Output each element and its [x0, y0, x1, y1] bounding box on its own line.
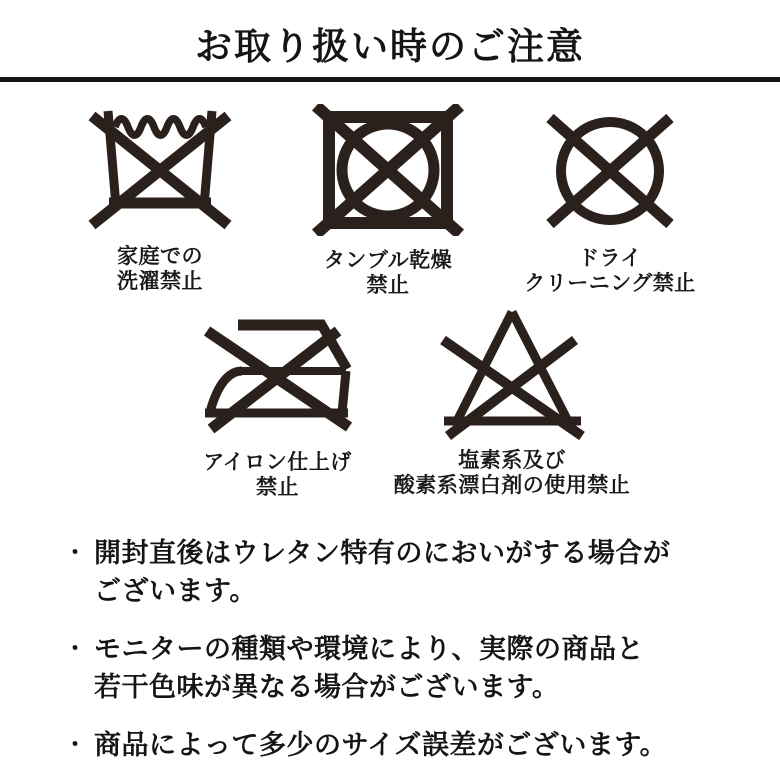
dry-clean-prohibited-icon — [540, 108, 680, 234]
label-line: クリーニング禁止 — [524, 272, 696, 295]
care-symbol-label — [500, 246, 720, 296]
label-line: 塩素系及び — [458, 449, 566, 472]
notes-list — [64, 534, 744, 780]
care-symbol-wash — [60, 106, 260, 294]
note-line: 若干色味が異なる場合がございます。 — [94, 672, 560, 702]
label-line: タンブル乾燥 — [323, 249, 453, 272]
label-line: アイロン仕上げ — [203, 451, 352, 474]
label-line: 酸素系漂白剤の使用禁止 — [393, 474, 631, 497]
care-symbol-tumble-dry — [288, 104, 488, 298]
care-symbol-label — [60, 244, 260, 294]
iron-prohibited-icon — [200, 316, 355, 438]
page-title: お取り扱い時のご注意 — [195, 26, 585, 67]
title-divider — [0, 77, 780, 82]
note-line: ございます。 — [94, 576, 257, 606]
label-line: 家庭での — [117, 245, 203, 268]
bullet-marker: ・ — [64, 636, 87, 661]
note-item — [64, 630, 744, 706]
care-symbol-label — [170, 450, 385, 500]
note-line: モニターの種類や環境により、実際の商品と — [94, 634, 644, 664]
care-symbol-bleach — [377, 308, 647, 498]
wash-prohibited-icon — [85, 106, 235, 232]
tumble-dry-prohibited-icon — [312, 104, 464, 236]
note-item — [64, 534, 744, 610]
label-line: 禁止 — [366, 274, 410, 297]
care-symbol-label — [377, 448, 647, 498]
bullet-marker: ・ — [64, 540, 87, 565]
care-symbol-iron — [170, 316, 385, 500]
note-line: 開封直後はウレタン特有のにおいがする場合が — [94, 538, 671, 568]
label-line: ドライ — [578, 247, 642, 270]
note-line: 商品によって多少のサイズ誤差がございます。 — [94, 730, 668, 760]
care-symbol-label — [288, 248, 488, 298]
label-line: 洗濯禁止 — [117, 270, 203, 293]
note-item — [64, 726, 744, 764]
care-symbol-dry-clean — [500, 108, 720, 296]
bleach-prohibited-icon — [435, 308, 590, 440]
bullet-marker: ・ — [64, 732, 87, 757]
label-line: 禁止 — [256, 476, 299, 499]
